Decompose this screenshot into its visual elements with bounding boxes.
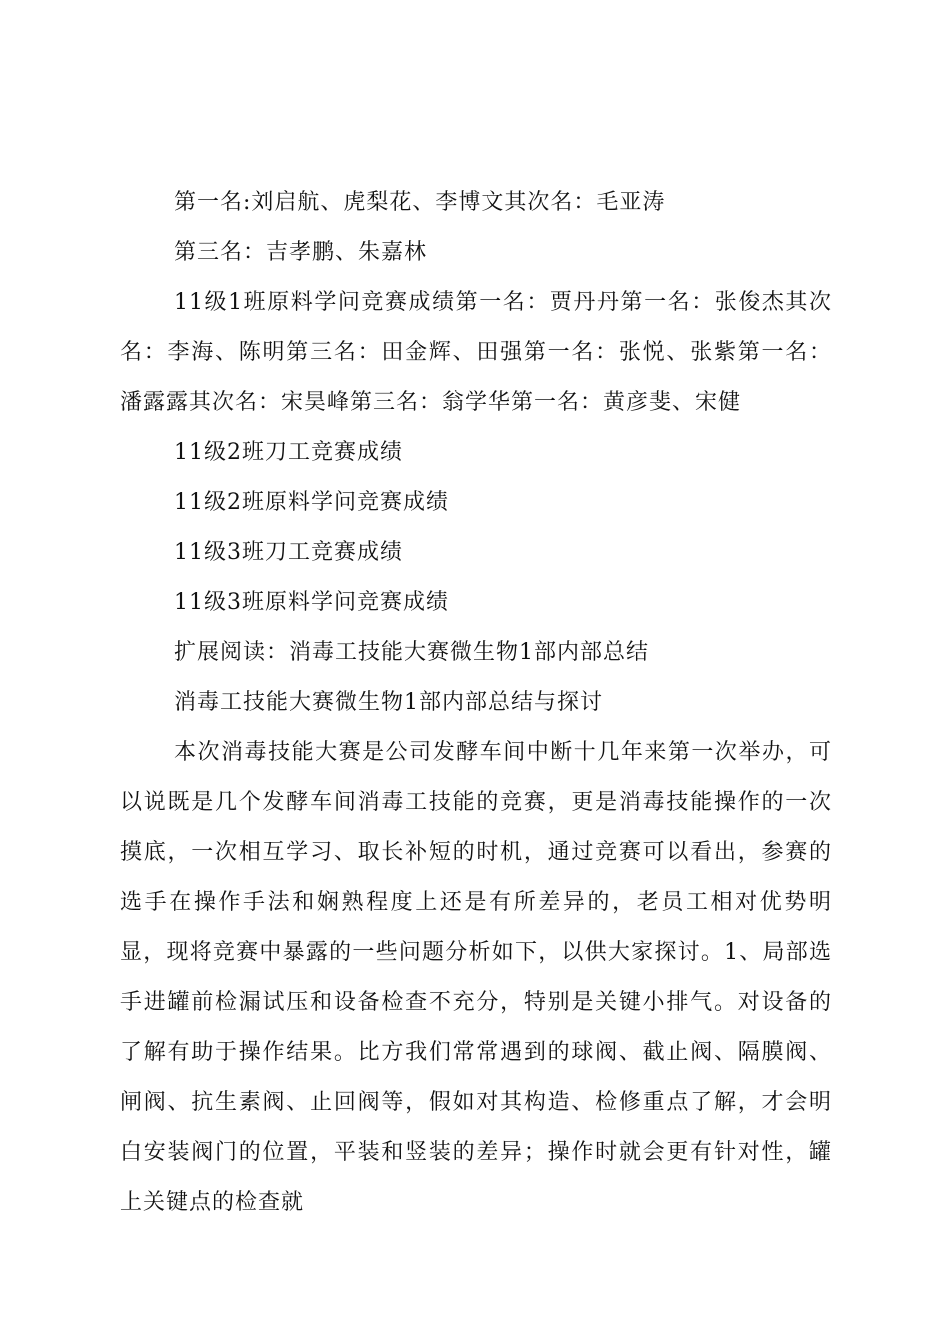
heading-summary-title: 消毒工技能大赛微生物1部内部总结与探讨 bbox=[174, 690, 603, 715]
heading-class3-materials-results: 11级3班原料学问竞赛成绩 bbox=[174, 590, 449, 615]
paragraph-summary-body: 本次消毒技能大赛是公司发酵车间中断十几年来第一次举办，可以说既是几个发酵车间消毒工技能的竞赛，更是消毒技能操作的一次摸底，一次相互学习、取长补短的时机，通过竞赛可以看出，参赛的选手在操作手法和娴熟程度上还是有所差异的，老员工相对优势明显，现将竞赛中暴露的一些问题分析如下，以供大家探讨。1、局部选手进罐前检漏试压和设备检查不充分，特别是关键小排气。对设备的了解有助于操作结果。比方我们常常遇到的球阀、截止阀、隔膜阀、闸阀、抗生素阀、止回阀等，假如对其构造、检修重点了解，才会明白安装阀门的位置，平装和竖装的差异；操作时就会更有针对性，罐上关键点的检查就 bbox=[120, 740, 832, 1215]
paragraph-class1-materials-results: 11级1班原料学问竞赛成绩第一名：贾丹丹第一名：张俊杰其次名：李海、陈明第三名：田金辉、田强第一名：张悦、张紫第一名：潘露露其次名：宋昊峰第三名：翁学华第一名：黄彦斐、宋健 bbox=[120, 290, 832, 415]
paragraph-first-place-results: 第一名:刘启航、虎梨花、李博文其次名：毛亚涛 bbox=[174, 190, 666, 215]
heading-class3-knife-results: 11级3班刀工竞赛成绩 bbox=[174, 540, 403, 565]
heading-class2-materials-results: 11级2班原料学问竞赛成绩 bbox=[174, 490, 449, 515]
document-page bbox=[120, 178, 832, 1228]
paragraph-third-place-results: 第三名：吉孝鹏、朱嘉林 bbox=[174, 240, 428, 265]
heading-extended-reading: 扩展阅读：消毒工技能大赛微生物1部内部总结 bbox=[174, 640, 649, 665]
heading-class2-knife-results: 11级2班刀工竞赛成绩 bbox=[174, 440, 403, 465]
